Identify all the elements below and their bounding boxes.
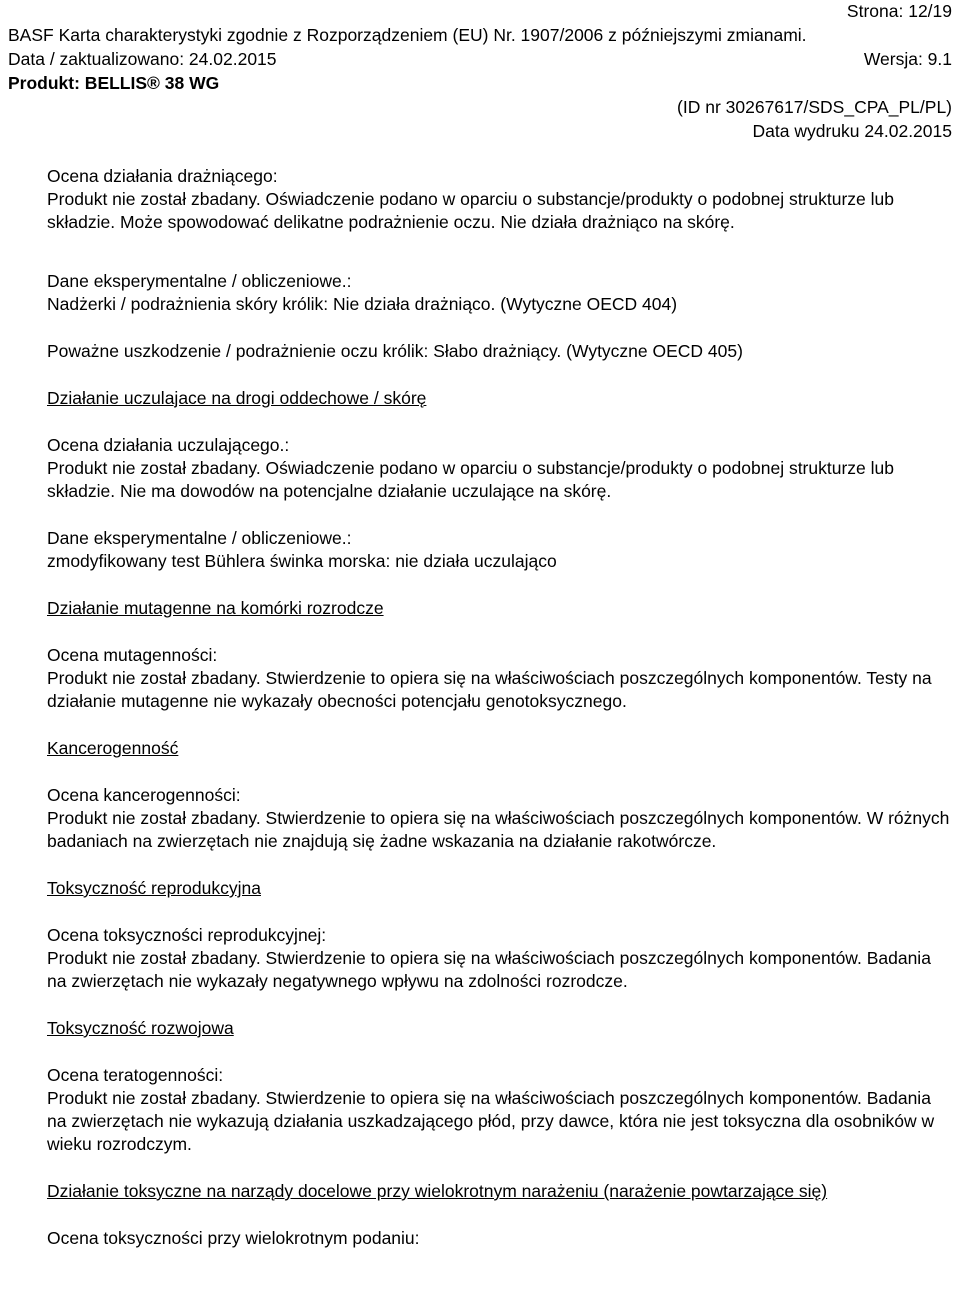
developmental-text: Produkt nie został zbadany. Stwierdzenie to opiera się na właściwościach poszczególnych komponentów. Badania na zwierzętach nie wykazują działania uszkadzającego płód, przy dawce, która nie jest toksyczna dla osobników w wieku rozrodczym. — [47, 1088, 935, 1154]
sensitization-heading: Ocena działania uczulającego.: — [47, 435, 290, 455]
version-number: Wersja: 9.1 — [863, 49, 952, 69]
carcinogenic-text: Produkt nie został zbadany. Stwierdzenie to opiera się na właściwościach poszczególnych komponentów. W różnych badaniach na zwierzętach nie znajdują się żadne wskazania na działanie rakotwórcze. — [47, 808, 950, 851]
reproductive-title: Toksyczność reprodukcyjna — [47, 878, 261, 898]
developmental-heading: Ocena teratogenności: — [47, 1065, 224, 1085]
irritation-eye-result: Poważne uszkodzenie / podrażnienie oczu królik: Słabo drażniący. (Wytyczne OECD 405) — [47, 341, 743, 361]
repeated-title: Działanie toksyczne na narządy docelowe przy wielokrotnym narażeniu (narażenie powtarzające się) — [47, 1181, 828, 1201]
header-date-row — [8, 48, 952, 70]
sensitization-text: Produkt nie został zbadany. Oświadczenie podano w oparciu o substancje/produkty o podobnej strukturze lub składzie. Nie ma dowodów na potencjalne działanie uczulające na skórę. — [47, 458, 894, 501]
irritation-skin-result: Nadżerki / podrażnienia skóry królik: Nie działa drażniąco. (Wytyczne OECD 404) — [47, 294, 678, 314]
carcinogenic-heading: Ocena kancerogenności: — [47, 785, 241, 805]
irritation-exp-label: Dane eksperymentalne / obliczeniowe.: — [47, 271, 352, 291]
developmental-title: Toksyczność rozwojowa — [47, 1018, 234, 1038]
print-date: Data wydruku 24.02.2015 — [752, 121, 952, 141]
revision-date: Data / zaktualizowano: 24.02.2015 — [8, 49, 277, 69]
header-regulation-line: BASF Karta charakterystyki zgodnie z Rozporządzeniem (EU) Nr. 1907/2006 z późniejszymi zmianami. — [8, 25, 807, 45]
product-name: Produkt: BELLIS® 38 WG — [8, 73, 220, 93]
reproductive-text: Produkt nie został zbadany. Stwierdzenie to opiera się na właściwościach poszczególnych komponentów. Badania na zwierzętach nie wykazały negatywnego wpływu na zdolności rozrodcze. — [47, 948, 931, 991]
mutagenic-text: Produkt nie został zbadany. Stwierdzenie to opiera się na właściwościach poszczególnych komponentów. Testy na działanie mutagenne nie wykazały obecności potencjału genotoksycznego. — [47, 668, 932, 711]
irritation-text: Produkt nie został zbadany. Oświadczenie podano w oparciu o substancje/produkty o podobnej strukturze lub składzie. Może spowodować delikatne podrażnienie oczu. Nie działa drażniąco na skórę. — [47, 189, 894, 232]
sensitization-exp-text: zmodyfikowany test Bühlera świnka morska: nie działa uczulająco — [47, 551, 557, 571]
mutagenic-heading: Ocena mutagenności: — [47, 645, 218, 665]
mutagenic-title: Działanie mutagenne na komórki rozrodcze — [47, 598, 384, 618]
sensitization-exp-label: Dane eksperymentalne / obliczeniowe.: — [47, 528, 352, 548]
document-id: (ID nr 30267617/SDS_CPA_PL/PL) — [677, 97, 952, 117]
sensitization-title: Działanie uczulajace na drogi oddechowe / skórę — [47, 388, 427, 408]
repeated-heading: Ocena toksyczności przy wielokrotnym podaniu: — [47, 1228, 420, 1248]
carcinogenic-title: Kancerogenność — [47, 738, 179, 758]
reproductive-heading: Ocena toksyczności reprodukcyjnej: — [47, 925, 327, 945]
page-number: Strona: 12/19 — [846, 1, 952, 21]
irritation-heading: Ocena działania drażniącego: — [47, 166, 278, 186]
document-body — [47, 165, 952, 1250]
